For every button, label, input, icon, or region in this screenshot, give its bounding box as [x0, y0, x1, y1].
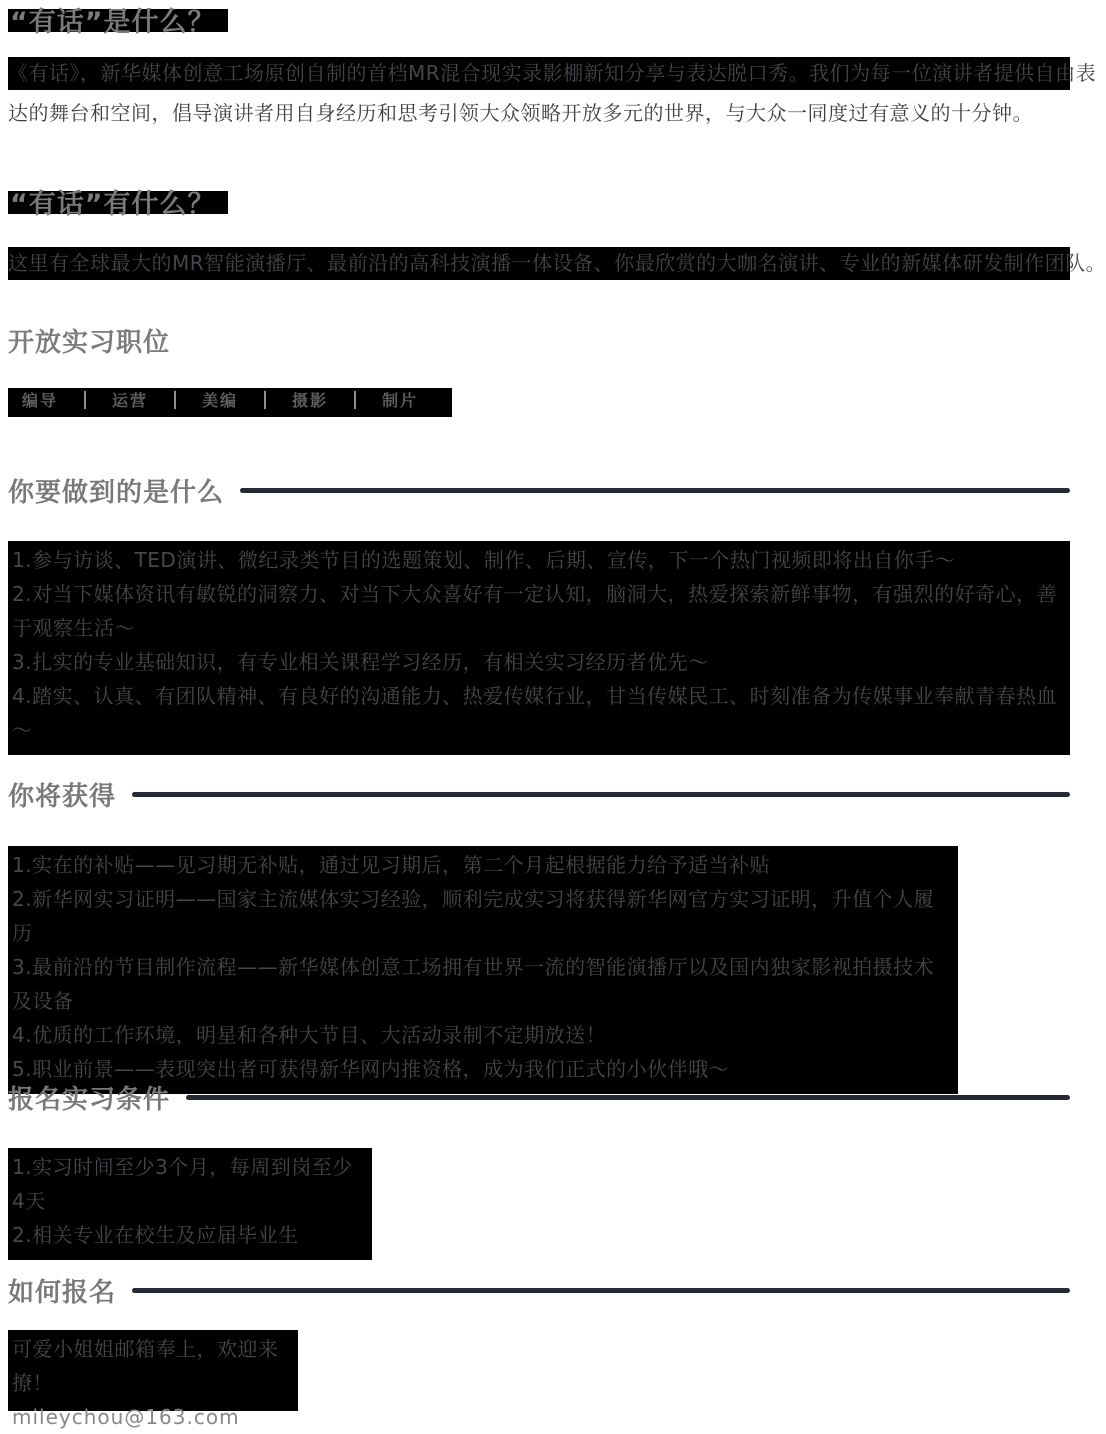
title-what-is	[8, 0, 228, 38]
list-item: 3.最前沿的节目制作流程——新华媒体创意工场拥有世界一流的智能演播厅以及国内独家影视拍摄技术及设备	[12, 955, 935, 1013]
position-divider	[84, 391, 86, 409]
apply-invite-text: 可爱小姐姐邮箱奉上，欢迎来撩！	[12, 1337, 279, 1395]
section-header-gain	[8, 778, 1070, 811]
position-item-director: 编导	[22, 391, 59, 410]
position-item-operations: 运营	[112, 391, 149, 410]
intro-paragraph	[0, 57, 1097, 127]
section-heading-conditions: 报名实习条件	[8, 1085, 171, 1115]
positions-bar	[8, 388, 452, 417]
section-header-conditions	[8, 1081, 1070, 1114]
list-item: 1.实在的补贴——见习期无补贴，通过见习期后，第二个月起根据能力给予适当补贴	[12, 853, 771, 877]
apply-box	[8, 1330, 298, 1429]
title-what-has-highlight	[8, 189, 228, 220]
list-item: 3.扎实的专业基础知识，有专业相关课程学习经历，有相关实习经历者优先～	[12, 650, 709, 674]
intro-line-1: 《有话》，新华媒体创意工场原创自制的首档MR混合现实录影棚新知分享与表达脱口秀。我们为每一位演讲者提供自由表	[8, 57, 1070, 90]
title-what-is-highlight	[8, 7, 228, 38]
benefits-list	[8, 846, 958, 1094]
intro-line-2: 达的舞台和空间，倡导演讲者用自身经历和思考引领大众领略开放多元的世界，与大众一同度过有意义的十分钟。	[8, 101, 1033, 125]
section-rule	[240, 488, 1070, 493]
list-item: 2.新华网实习证明——国家主流媒体实习经验，顺利完成实习将获得新华网官方实习证明，升值个人履历	[12, 887, 935, 945]
section-rule	[186, 1095, 1070, 1100]
position-item-photography: 摄影	[292, 391, 329, 410]
list-item: 2.相关专业在校生及应届毕业生	[12, 1223, 299, 1247]
position-divider	[174, 391, 176, 409]
position-divider	[354, 391, 356, 409]
conditions-list	[8, 1148, 372, 1260]
section-header-apply	[8, 1274, 1070, 1307]
list-item: 5.职业前景——表现突出者可获得新华网内推资格，成为我们正式的小伙伴哦～	[12, 1057, 730, 1081]
title-open-positions: 开放实习职位	[8, 328, 171, 358]
title-what-is-text: “有话”是什么？	[10, 7, 216, 38]
position-item-producer: 制片	[382, 391, 419, 410]
position-divider	[264, 391, 266, 409]
section-heading-apply: 如何报名	[8, 1278, 117, 1308]
position-item-art-editor: 美编	[202, 391, 239, 410]
apply-email-text: mileychou@163.com	[12, 1405, 240, 1429]
section-rule	[132, 1288, 1070, 1293]
title-what-has-text: “有话”有什么？	[10, 189, 216, 220]
list-item: 1.实习时间至少3个月，每周到岗至少4天	[12, 1155, 353, 1213]
title-what-has	[8, 182, 228, 220]
section-heading-todo: 你要做到的是什么	[8, 478, 225, 508]
section-header-todo	[8, 474, 1070, 507]
section-rule	[132, 792, 1070, 797]
todo-list	[8, 541, 1070, 755]
list-item: 4.优质的工作环境，明星和各种大节目、大活动录制不定期放送！	[12, 1023, 607, 1047]
facilities-line: 这里有全球最大的MR智能演播厅、最前沿的高科技演播一体设备、你最欣赏的大咖名演讲、专业的新媒体研发制作团队。	[8, 247, 1070, 280]
list-item: 4.踏实、认真、有团队精神、有良好的沟通能力、热爱传媒行业，甘当传媒民工、时刻准备为传媒事业奉献青春热血～	[12, 684, 1058, 742]
section-heading-gain: 你将获得	[8, 782, 117, 812]
list-item: 1.参与访谈、TED演讲、微纪录类节目的选题策划、制作、后期、宣传，下一个热门视频即将出自你手～	[12, 548, 956, 572]
list-item: 2.对当下媒体资讯有敏锐的洞察力、对当下大众喜好有一定认知，脑洞大，热爱探索新鲜事物，有强烈的好奇心，善于观察生活～	[12, 582, 1058, 640]
